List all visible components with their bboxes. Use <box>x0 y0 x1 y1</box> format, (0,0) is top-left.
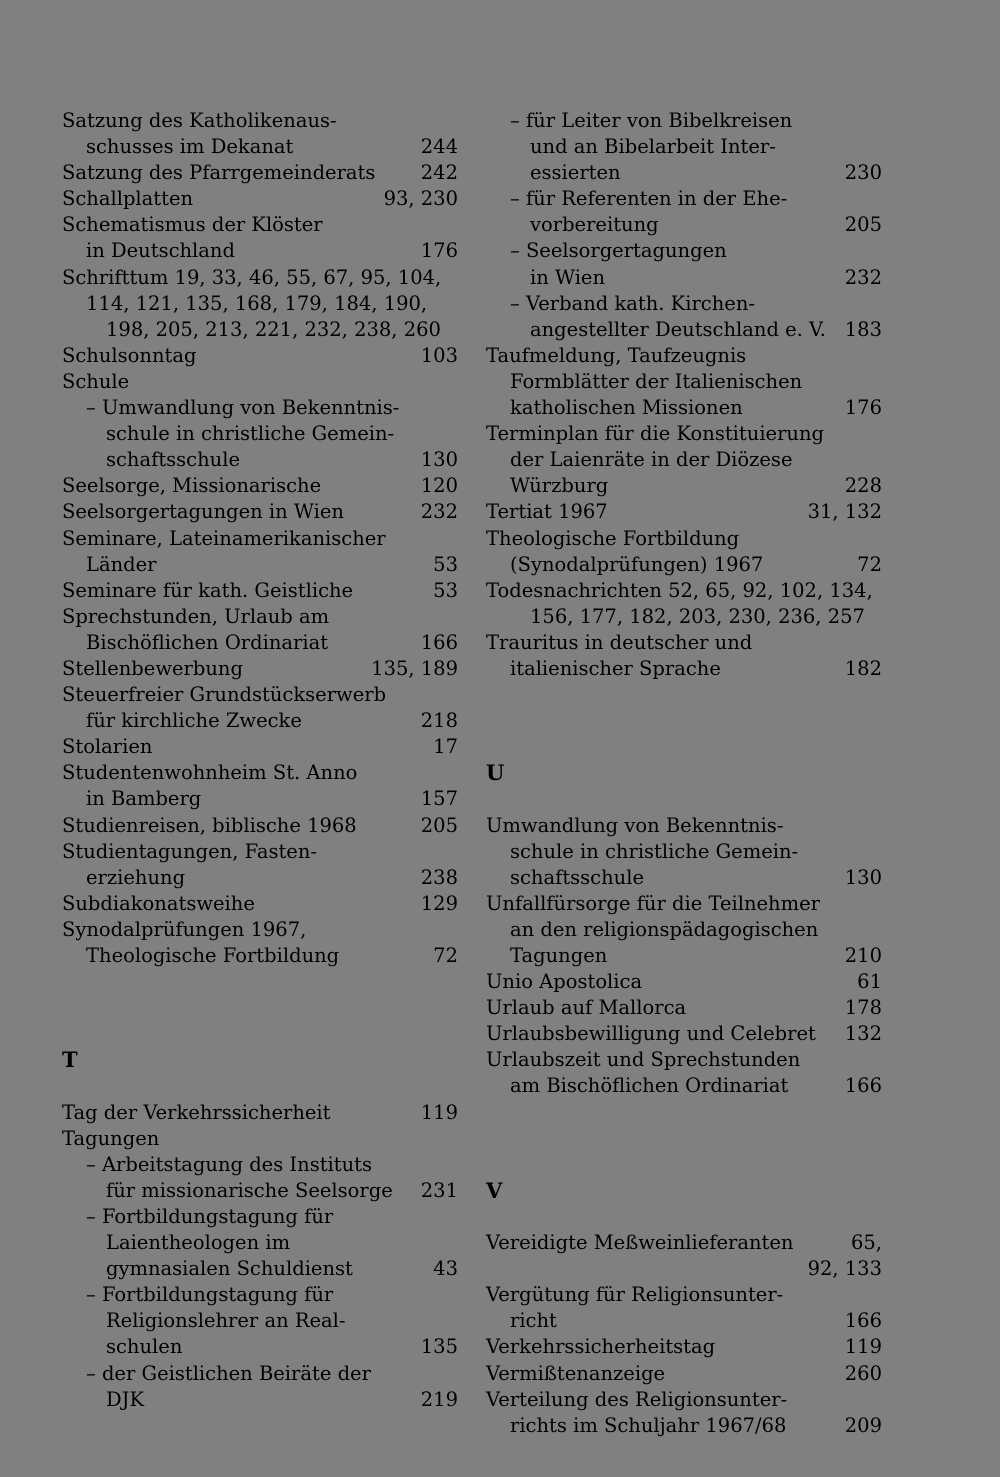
index-entry-line <box>62 1334 458 1360</box>
blank-line <box>486 734 882 760</box>
entry-text: 156, 177, 182, 203, 230, 236, 257 <box>530 604 865 628</box>
entry-text: Studientagungen, Fasten- <box>62 839 317 863</box>
index-entry-line <box>486 499 882 525</box>
index-entry-line <box>486 291 882 317</box>
index-entry-line <box>486 473 882 499</box>
entry-text: Unfallfürsorge für die Teilnehmer <box>486 891 820 915</box>
entry-text: Laientheologen im <box>106 1231 291 1255</box>
index-entry-line <box>62 160 458 186</box>
index-entry-line <box>62 1387 458 1413</box>
entry-text: Steuerfreier Grundstückserwerb <box>62 683 387 707</box>
index-entry-line <box>486 969 882 995</box>
entry-text: Satzung des Katholikenaus- <box>62 109 337 132</box>
entry-text: am Bischöflichen Ordinariat <box>510 1074 789 1098</box>
index-entry-line <box>486 186 882 212</box>
index-entry-line <box>486 995 882 1021</box>
blank-line <box>486 708 882 734</box>
index-entry-line <box>62 395 458 421</box>
page-numbers: 182 <box>844 656 882 680</box>
entry-text: richt <box>510 1309 557 1333</box>
entry-text: – Verband kath. Kirchen- <box>510 291 755 315</box>
entry-text: Todesnachrichten 52, 65, 92, 102, 134, <box>486 578 873 602</box>
index-column-left <box>62 108 458 1413</box>
page-numbers: 176 <box>844 396 882 420</box>
entry-text: Studienreisen, biblische 1968 <box>62 813 357 837</box>
index-entry-line <box>486 656 882 682</box>
entry-text: – Fortbildungstagung für <box>86 1283 334 1307</box>
index-entry-line <box>62 421 458 447</box>
entry-text: Synodalprüfungen 1967, <box>62 917 307 941</box>
entry-text: vorbereitung <box>530 213 659 237</box>
entry-text: Umwandlung von Bekenntnis- <box>486 813 784 837</box>
page-numbers: 65, <box>850 1231 882 1255</box>
entry-text: Tagungen <box>510 944 608 967</box>
index-entry-line <box>486 1308 882 1334</box>
entry-text: schule in christliche Gemein- <box>510 839 799 863</box>
entry-text: Theologische Fortbildung <box>486 526 740 550</box>
page-numbers: 230 <box>844 161 882 185</box>
index-entry-line <box>62 499 458 525</box>
entry-text: schaftsschule <box>510 865 644 889</box>
page-numbers: 135, 189 <box>371 656 458 680</box>
blank-line <box>486 786 882 812</box>
entry-text: Schulsonntag <box>62 343 197 367</box>
entry-text: – der Geistlichen Beiräte der <box>86 1361 371 1385</box>
index-column-right <box>486 108 882 1439</box>
index-entry-line <box>62 369 458 395</box>
index-entry-line <box>62 1256 458 1282</box>
entry-text: schulen <box>106 1335 183 1359</box>
index-entry-line <box>486 839 882 865</box>
entry-text: Verteilung des Religionsunter- <box>486 1387 788 1411</box>
index-entry-line <box>62 473 458 499</box>
entry-text: Verkehrssicherheitstag <box>486 1335 716 1359</box>
page-numbers: 209 <box>844 1413 882 1437</box>
page-numbers: 178 <box>844 996 882 1020</box>
page-numbers: 232 <box>844 265 882 289</box>
entry-text: für kirchliche Zwecke <box>86 709 302 733</box>
index-entry-line <box>62 1126 458 1152</box>
page-numbers: 53 <box>433 578 458 602</box>
page-numbers: 92, 133 <box>807 1257 882 1281</box>
entry-text: Urlaubszeit und Sprechstunden <box>486 1048 801 1072</box>
page-numbers: 244 <box>420 135 458 159</box>
index-entry-line <box>486 917 882 943</box>
entry-text: Vermißtenanzeige <box>486 1361 666 1385</box>
index-entry-line <box>486 421 882 447</box>
page-numbers: 53 <box>433 552 458 576</box>
page-numbers: 260 <box>844 1361 882 1385</box>
page-numbers: 61 <box>857 970 882 994</box>
entry-text: gymnasialen Schuldienst <box>106 1257 353 1281</box>
index-entry-line <box>486 1282 882 1308</box>
index-entry-line <box>62 630 458 656</box>
entry-text: Würzburg <box>510 474 609 498</box>
entry-text: Theologische Fortbildung <box>86 944 340 967</box>
entry-text: Taufmeldung, Taufzeugnis <box>486 343 747 367</box>
entry-text: Bischöflichen Ordinariat <box>86 630 329 654</box>
index-entry-line <box>62 1100 458 1126</box>
entry-text: Urlaub auf Mallorca <box>486 996 687 1020</box>
blank-line <box>486 1204 882 1230</box>
page-numbers: 129 <box>420 891 458 915</box>
index-entry-line <box>486 1387 882 1413</box>
index-entry-line <box>62 108 458 134</box>
entry-text: 114, 121, 135, 168, 179, 184, 190, <box>86 291 428 315</box>
page-numbers: 205 <box>420 813 458 837</box>
index-entry-line <box>486 578 882 604</box>
entry-text: schaftsschule <box>106 448 240 472</box>
entry-text: Sprechstunden, Urlaub am <box>62 604 330 628</box>
entry-text: Unio Apostolica <box>486 970 643 994</box>
entry-text: Studentenwohnheim St. Anno <box>62 761 358 785</box>
index-entry-line <box>62 212 458 238</box>
page-numbers: 176 <box>420 239 458 263</box>
entry-text: Subdiakonatsweihe <box>62 891 255 915</box>
blank-line <box>62 995 458 1021</box>
entry-text: Seminare für kath. Geistliche <box>62 578 354 602</box>
page-numbers: 93, 230 <box>383 187 458 211</box>
index-entry-line <box>486 1256 882 1282</box>
entry-text: richts im Schuljahr 1967/68 <box>510 1413 787 1437</box>
entry-text: Seelsorgertagungen in Wien <box>62 500 344 524</box>
index-entry-line <box>62 552 458 578</box>
entry-text: angestellter Deutschland e. V. <box>530 317 826 341</box>
section-letter: T <box>62 1047 78 1073</box>
index-entry-line <box>486 1413 882 1439</box>
page-numbers: 130 <box>844 865 882 889</box>
entry-text: Tagungen <box>62 1126 160 1150</box>
index-entry-line <box>62 317 458 343</box>
index-entry-line <box>62 604 458 630</box>
page-numbers: 157 <box>420 787 458 811</box>
page-numbers: 43 <box>433 1257 458 1281</box>
page-numbers: 119 <box>844 1335 882 1359</box>
entry-text: Länder <box>86 552 157 576</box>
index-entry-line <box>62 917 458 943</box>
blank-line <box>486 1152 882 1178</box>
entry-text: in Wien <box>530 265 606 289</box>
page-numbers: 210 <box>844 944 882 967</box>
page-numbers: 72 <box>857 552 882 576</box>
index-entry-line <box>62 186 458 212</box>
index-entry-line <box>486 1361 882 1387</box>
blank-line <box>62 1021 458 1047</box>
index-entry-line <box>486 552 882 578</box>
page-numbers: 120 <box>420 474 458 498</box>
entry-text: Schrifttum 19, 33, 46, 55, 67, 95, 104, <box>62 265 442 289</box>
index-entry-line <box>62 526 458 552</box>
entry-text: Schematismus der Klöster <box>62 213 323 237</box>
index-entry-line <box>486 1047 882 1073</box>
index-entry-line <box>62 578 458 604</box>
entry-text: erziehung <box>86 865 186 889</box>
entry-text: in Deutschland <box>86 239 235 263</box>
entry-text: italienischer Sprache <box>510 656 721 680</box>
index-entry-line <box>62 1230 458 1256</box>
page-numbers: 232 <box>420 500 458 524</box>
index-entry-line <box>62 708 458 734</box>
entry-text: (Synodalprüfungen) 1967 <box>510 552 764 576</box>
entry-text: Tertiat 1967 <box>486 500 608 524</box>
blank-line <box>62 1073 458 1099</box>
entry-text: der Laienräte in der Diözese <box>510 448 793 472</box>
entry-text: essierten <box>530 161 621 185</box>
page-numbers: 228 <box>844 474 882 498</box>
entry-text: Religionslehrer an Real- <box>106 1309 346 1333</box>
entry-text: Formblätter der Italienischen <box>510 369 803 393</box>
page-numbers: 72 <box>433 944 458 967</box>
entry-text: – für Referenten in der Ehe- <box>510 187 788 211</box>
index-entry-line <box>62 760 458 786</box>
entry-text: Terminplan für die Konstituierung <box>486 422 825 446</box>
page-numbers: 219 <box>420 1387 458 1411</box>
entry-text: Vereidigte Meßweinlieferanten <box>486 1231 794 1255</box>
entry-text: Seminare, Lateinamerikanischer <box>62 526 386 550</box>
index-entry-line <box>486 369 882 395</box>
page-numbers: 130 <box>420 448 458 472</box>
index-entry-line <box>62 1308 458 1334</box>
entry-text: schule in christliche Gemein- <box>106 422 395 446</box>
page-numbers: 238 <box>420 865 458 889</box>
entry-text: Stolarien <box>62 735 153 759</box>
index-entry-line <box>62 786 458 812</box>
index-entry-line <box>486 265 882 291</box>
index-entry-line <box>486 1073 882 1099</box>
page-numbers: 166 <box>844 1309 882 1333</box>
index-entry-line <box>62 1152 458 1178</box>
index-entry-line <box>62 343 458 369</box>
page-numbers: 166 <box>420 630 458 654</box>
entry-text: – Fortbildungstagung für <box>86 1204 334 1228</box>
index-entry-line <box>62 265 458 291</box>
section-letter: U <box>486 760 505 786</box>
entry-text: Urlaubsbewilligung und Celebret <box>486 1022 816 1046</box>
index-entry-line <box>62 682 458 708</box>
index-entry-line <box>62 839 458 865</box>
index-entry-line <box>62 813 458 839</box>
index-entry-line <box>486 212 882 238</box>
index-entry-line <box>62 447 458 473</box>
index-entry-line <box>486 865 882 891</box>
index-entry-line <box>62 134 458 160</box>
entry-text: Trauritus in deutscher und <box>486 630 753 654</box>
blank-line <box>486 1100 882 1126</box>
index-entry-line <box>62 1204 458 1230</box>
page-numbers: 231 <box>420 1178 458 1202</box>
entry-text: Stellenbewerbung <box>62 656 243 680</box>
entry-text: Schule <box>62 369 130 393</box>
index-entry-line <box>486 395 882 421</box>
index-entry-line <box>62 238 458 264</box>
entry-text: Schallplatten <box>62 187 194 211</box>
blank-line <box>486 1126 882 1152</box>
index-entry-line <box>62 1361 458 1387</box>
page-numbers: 103 <box>420 343 458 367</box>
index-entry-line <box>486 1334 882 1360</box>
entry-text: katholischen Missionen <box>510 396 743 420</box>
index-entry-line <box>62 865 458 891</box>
index-entry-line <box>62 656 458 682</box>
index-entry-line <box>486 943 882 969</box>
page-numbers: 119 <box>420 1100 458 1124</box>
index-entry-line <box>486 343 882 369</box>
index-entry-line <box>486 317 882 343</box>
index-entry-line <box>486 134 882 160</box>
blank-line <box>62 969 458 995</box>
entry-text: Vergütung für Religionsunter- <box>486 1283 784 1307</box>
index-entry-line <box>486 604 882 630</box>
entry-text: 198, 205, 213, 221, 232, 238, 260 <box>106 317 441 341</box>
index-entry-line <box>62 291 458 317</box>
entry-text: – Arbeitstagung des Instituts <box>86 1152 373 1176</box>
entry-text: schusses im Dekanat <box>86 135 294 159</box>
index-entry-line <box>486 526 882 552</box>
page-numbers: 205 <box>844 213 882 237</box>
entry-text: Seelsorge, Missionarische <box>62 474 322 498</box>
page-numbers: 242 <box>420 161 458 185</box>
index-entry-line <box>62 734 458 760</box>
index-entry-line <box>486 1021 882 1047</box>
page-numbers: 31, 132 <box>807 500 882 524</box>
index-entry-line <box>486 630 882 656</box>
entry-text: in Bamberg <box>86 787 202 811</box>
entry-text: Tag der Verkehrssicherheit <box>62 1100 331 1124</box>
page-numbers: 183 <box>844 317 882 341</box>
entry-text: und an Bibelarbeit Inter- <box>530 135 776 159</box>
index-entry-line <box>486 160 882 186</box>
entry-text: an den religionspädagogischen <box>510 917 819 941</box>
index-entry-line <box>486 891 882 917</box>
entry-text: – Seelsorgertagungen <box>510 239 727 263</box>
index-entry-line <box>62 891 458 917</box>
index-entry-line <box>486 1230 882 1256</box>
index-entry-line <box>486 813 882 839</box>
page-numbers: 17 <box>433 735 458 759</box>
entry-text: – Umwandlung von Bekenntnis- <box>86 396 400 420</box>
entry-text: DJK <box>106 1387 145 1411</box>
entry-text: für missionarische Seelsorge <box>106 1178 393 1202</box>
page-numbers: 135 <box>420 1335 458 1359</box>
index-entry-line <box>62 1178 458 1204</box>
index-entry-line <box>62 1282 458 1308</box>
page-numbers: 166 <box>844 1074 882 1098</box>
page-numbers: 132 <box>844 1022 882 1046</box>
index-entry-line <box>486 238 882 264</box>
page-numbers: 218 <box>420 709 458 733</box>
index-entry-line <box>62 943 458 969</box>
index-entry-line <box>486 108 882 134</box>
entry-text: – für Leiter von Bibelkreisen <box>510 109 793 132</box>
entry-text: Satzung des Pfarrgemeinderats <box>62 161 376 185</box>
index-entry-line <box>486 447 882 473</box>
section-letter: V <box>486 1177 503 1203</box>
blank-line <box>486 682 882 708</box>
